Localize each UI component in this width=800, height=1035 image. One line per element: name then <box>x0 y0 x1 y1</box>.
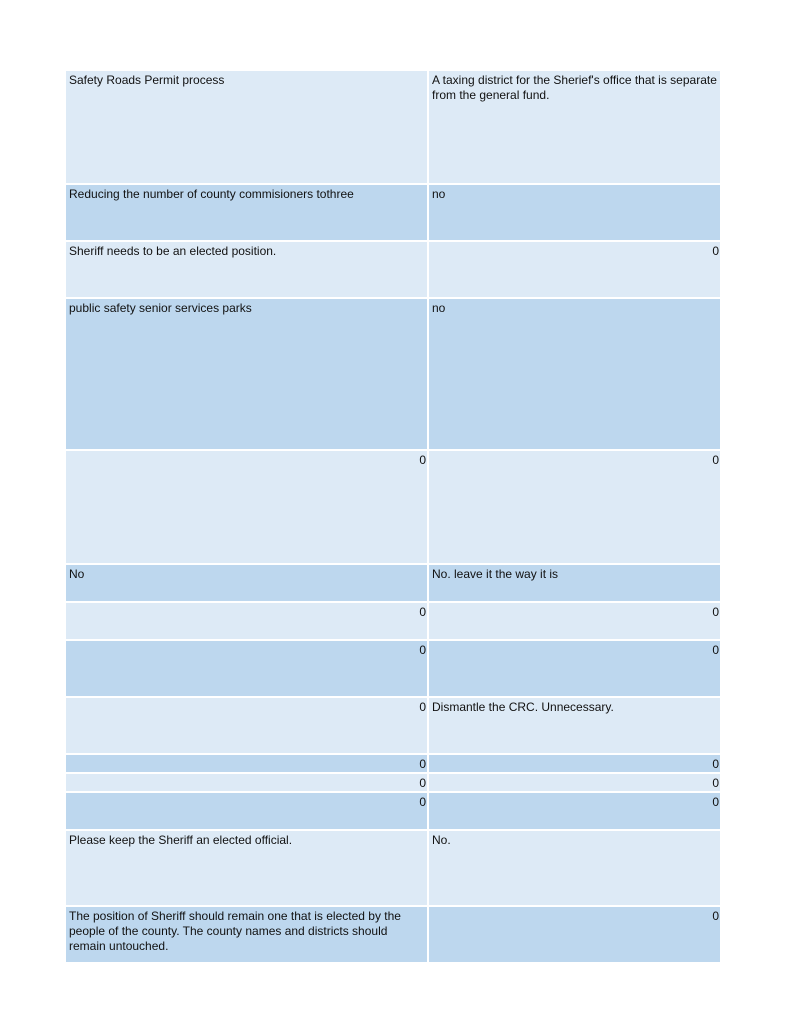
table-cell: No. leave it the way it is <box>429 565 720 603</box>
table-cell: 0 <box>429 603 720 641</box>
table-cell: 0 <box>429 641 720 698</box>
table-cell: Safety Roads Permit process <box>66 71 427 185</box>
table-cell: 0 <box>66 698 427 755</box>
table-cell: no <box>429 299 720 451</box>
table-cell: 0 <box>429 774 720 793</box>
table-cell: 0 <box>66 755 427 774</box>
table-cell: no <box>429 185 720 242</box>
table-cell: A taxing district for the Sherief's office that is separate from the general fund. <box>429 71 720 185</box>
table-cell: Reducing the number of county commisioners tothree <box>66 185 427 242</box>
table-cell: 0 <box>429 242 720 299</box>
table-cell: No <box>66 565 427 603</box>
table-cell: The position of Sheriff should remain one that is elected by the people of the county. The county names and districts should remain untouched. <box>66 907 427 964</box>
table-cell: 0 <box>66 603 427 641</box>
table-cell: public safety senior services parks <box>66 299 427 451</box>
table-cell: Sheriff needs to be an elected position. <box>66 242 427 299</box>
table-cell: 0 <box>66 641 427 698</box>
response-table <box>66 71 720 964</box>
table-cell: 0 <box>66 774 427 793</box>
table-cell: 0 <box>66 451 427 565</box>
table-cell: Dismantle the CRC. Unnecessary. <box>429 698 720 755</box>
table-cell: No. <box>429 831 720 907</box>
table-cell: 0 <box>429 907 720 964</box>
table-cell: 0 <box>429 793 720 831</box>
table-cell: 0 <box>429 451 720 565</box>
table-cell: Please keep the Sheriff an elected official. <box>66 831 427 907</box>
table-cell: 0 <box>66 793 427 831</box>
table-cell: 0 <box>429 755 720 774</box>
